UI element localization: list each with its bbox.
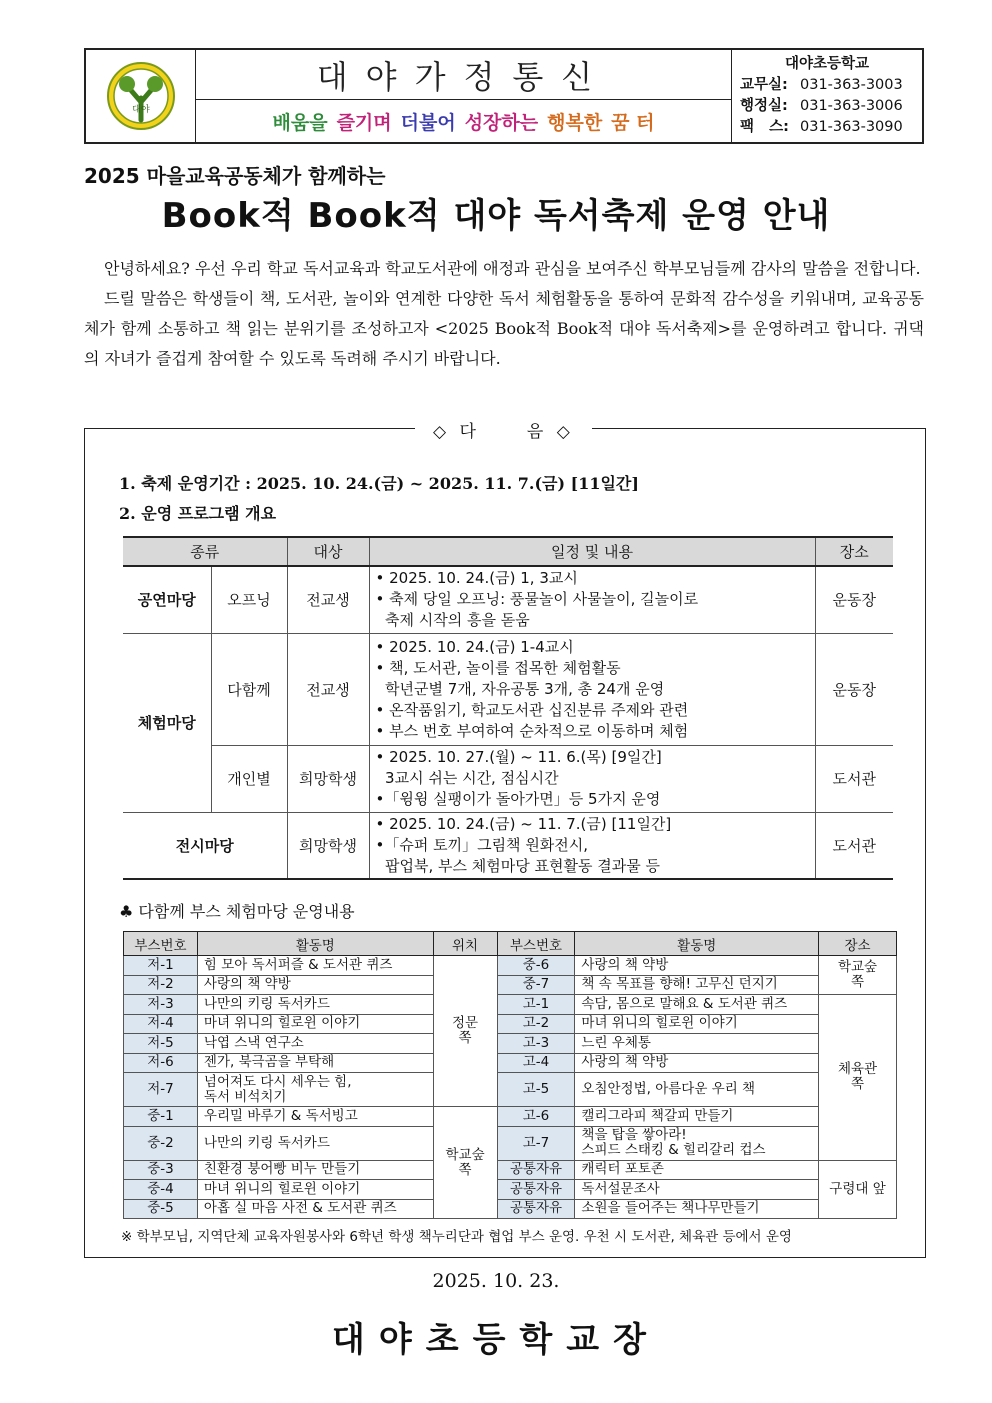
program-target: 희망학생 [287, 745, 369, 812]
intro-text [84, 254, 924, 374]
booth-activity: 캐릭터 포토존 [575, 1160, 819, 1180]
school-name: 대야초등학교 [784, 56, 870, 72]
booth-activity: 젠가, 북극곰을 부탁해 [197, 1053, 433, 1073]
booth-number: 중-4 [124, 1180, 198, 1200]
program-place: 운동장 [815, 633, 893, 745]
booth-location: 학교숲 쪽 [819, 956, 897, 995]
booth-activity: 친환경 붕어빵 비누 만들기 [197, 1160, 433, 1180]
slogan-word: 꿈 터 [611, 111, 655, 134]
booth-col-header: 부스번호 [497, 932, 575, 956]
desc-line: 축제 시작의 흥을 돋움 [375, 611, 530, 630]
booth-activity: 캘리그라피 책갈피 만들기 [575, 1107, 819, 1127]
booth-activity: 마녀 위니의 힐로윈 이야기 [575, 1014, 819, 1034]
booth-activity: 독서설문조사 [575, 1180, 819, 1200]
booth-location: 학교숲 쪽 [433, 1107, 497, 1219]
col-header: 종류 [123, 537, 287, 566]
booth-number: 저-4 [124, 1014, 198, 1034]
contact-value: 031-363-3006 [800, 98, 903, 114]
booth-number: 저-7 [124, 1073, 198, 1107]
school-logo [86, 50, 196, 142]
booth-activity: 느린 우체통 [575, 1034, 819, 1054]
booth-number: 고-6 [497, 1107, 575, 1127]
program-sub: 다함께 [211, 633, 287, 745]
school-logo-icon [105, 60, 177, 132]
booth-number: 고-3 [497, 1034, 575, 1054]
slogan-word: 배움을 [272, 111, 328, 134]
desc-line: •「윙윙 실팽이가 돌아가면」등 5가지 운영 [375, 790, 661, 808]
program-target: 전교생 [287, 566, 369, 633]
details-box [84, 422, 926, 1258]
booth-activity: 오침안정법, 아름다운 우리 책 [575, 1073, 819, 1107]
booth-activity: 낙엽 스낵 연구소 [197, 1034, 433, 1054]
booth-activity: 힘 모아 독서퍼즐 & 도서관 퀴즈 [197, 956, 433, 976]
school-slogan [196, 100, 731, 142]
booth-col-header: 활동명 [197, 932, 433, 956]
program-type: 체험마당 [123, 633, 211, 812]
booth-number: 중-2 [124, 1126, 198, 1160]
booth-activity: 속담, 몸으로 말해요 & 도서관 퀴즈 [575, 995, 819, 1015]
booth-col-header: 장소 [819, 932, 897, 956]
booth-col-header: 위치 [433, 932, 497, 956]
booth-number: 고-5 [497, 1073, 575, 1107]
col-header: 대상 [287, 537, 369, 566]
desc-line: • 축제 당일 오프닝: 풍물놀이 사물놀이, 길놀이로 [375, 590, 699, 609]
desc-line: • 2025. 10. 24.(금) 1-4교시 [375, 637, 574, 656]
booth-number: 고-4 [497, 1053, 575, 1073]
program-place: 도서관 [815, 812, 893, 879]
booth-activity: 책을 탑을 쌓아라! 스피드 스태킹 & 힐리갈리 컵스 [575, 1126, 819, 1160]
booth-number: 공통자유 [497, 1180, 575, 1200]
booth-number: 중-3 [124, 1160, 198, 1180]
booth-activity: 사랑의 책 약방 [575, 1053, 819, 1073]
booth-activity: 나만의 키링 독서카드 [197, 1126, 433, 1160]
desc-line: • 2025. 10. 24.(금) 1, 3교시 [375, 569, 578, 588]
intro-paragraph: 안녕하세요? 우선 우리 학교 독서교육과 학교도서관에 애정과 관심을 보여주신 학부모님들께 감사의 말씀을 전합니다. [104, 259, 921, 278]
slogan-word: 성장하는 [464, 111, 539, 134]
booth-row [124, 1107, 897, 1127]
program-target: 희망학생 [287, 812, 369, 879]
slogan-word: 더불어 [400, 111, 456, 134]
program-desc [369, 812, 815, 879]
desc-line: 3교시 쉬는 시간, 점심시간 [375, 769, 559, 787]
program-overview-heading: 2. 운영 프로그램 개요 [119, 504, 277, 523]
booth-col-header: 부스번호 [124, 932, 198, 956]
program-table [123, 536, 893, 880]
newsletter-header [84, 48, 924, 144]
program-type: 공연마당 [123, 566, 211, 633]
newsletter-title: 대야가정통신 [196, 50, 731, 100]
details-label: ◇ 다 음 ◇ [415, 417, 592, 442]
desc-line: 팝업북, 부스 체험마당 표현활동 결과물 등 [375, 856, 660, 875]
footnote: ※ 학부모님, 지역단체 교육자원봉사와 6학년 학생 책누리단과 협업 부스 운영. 우천 시 도서관, 체육관 등에서 운영 [121, 1229, 792, 1245]
booth-table [123, 931, 897, 1219]
svg-text:대야: 대야 [131, 105, 150, 115]
issue-date: 2025. 10. 23. [432, 1270, 560, 1292]
contact-label: 팩 스: [740, 119, 789, 135]
booth-number: 고-1 [497, 995, 575, 1015]
program-type: 전시마당 [123, 812, 287, 879]
intro-paragraph: 드릴 말씀은 학생들이 책, 도서관, 놀이와 연계한 다양한 독서 체험활동을 통하여 문화적 감수성을 키워내며, 교육공동체가 함께 소통하고 책 읽는 분위기를 조성하고자 <2025 Book적 Book적 대야 독서축제>를 운영하려고 합니다. 귀댁의 자녀가 즐겁게 참여할 수 있도록 독려해 주시기 바랍니다. [84, 289, 924, 368]
principal-signature: 대야초등학교장 [332, 1320, 660, 1360]
booth-row [124, 995, 897, 1015]
desc-line: •「슈퍼 토끼」그림책 원화전시, [375, 835, 589, 854]
booth-row [124, 1014, 897, 1034]
booth-number: 공통자유 [497, 1199, 575, 1219]
booth-number: 중-5 [124, 1199, 198, 1219]
program-desc [369, 633, 815, 745]
booth-row [124, 1180, 897, 1200]
program-desc [369, 566, 815, 633]
booth-activity: 마녀 위니의 힐로윈 이야기 [197, 1180, 433, 1200]
program-place: 운동장 [815, 566, 893, 633]
booth-row [124, 1199, 897, 1219]
program-place: 도서관 [815, 745, 893, 812]
desc-line: 학년군별 7개, 자유공통 3개, 총 24개 운영 [375, 679, 665, 698]
desc-line: • 2025. 10. 27.(월) ~ 11. 6.(목) [9일간] [375, 748, 662, 766]
subtitle: 2025 마을교육공동체가 함께하는 [84, 164, 386, 188]
booth-activity: 우리밀 바루기 & 독서빙고 [197, 1107, 433, 1127]
booth-row [124, 1126, 897, 1160]
desc-line: • 2025. 10. 24.(금) ~ 11. 7.(금) [11일간] [375, 814, 672, 833]
booth-number: 저-1 [124, 956, 198, 976]
program-desc [369, 745, 815, 812]
booth-number: 저-3 [124, 995, 198, 1015]
booth-activity: 책 속 목표를 향해! 고무신 던지기 [575, 975, 819, 995]
booth-activity: 소원을 들어주는 책나무만들기 [575, 1199, 819, 1219]
booth-activity: 사랑의 책 약방 [575, 956, 819, 976]
booth-row [124, 956, 897, 976]
col-header: 일정 및 내용 [369, 537, 815, 566]
booth-row [124, 1073, 897, 1107]
contact-label: 교무실: [740, 77, 788, 93]
booth-activity: 아홉 실 마음 사전 & 도서관 퀴즈 [197, 1199, 433, 1219]
main-title: Book적 Book적 대야 독서축제 운영 안내 [161, 196, 831, 236]
booth-row [124, 1160, 897, 1180]
festival-period: 1. 축제 운영기간 : 2025. 10. 24.(금) ~ 2025. 11. 7.(금) [11일간] [119, 474, 639, 493]
desc-line: • 온작품읽기, 학교도서관 십진분류 주제와 관련 [375, 700, 689, 719]
booth-number: 중-1 [124, 1107, 198, 1127]
booth-number: 중-7 [497, 975, 575, 995]
booth-location: 구령대 앞 [819, 1160, 897, 1219]
booth-activity: 마녀 위니의 힐로윈 이야기 [197, 1014, 433, 1034]
booth-number: 저-6 [124, 1053, 198, 1073]
booth-activity: 넘어져도 다시 세우는 힘, 독서 비석치기 [197, 1073, 433, 1107]
booth-row [124, 1034, 897, 1054]
program-sub: 오프닝 [211, 566, 287, 633]
slogan-word: 즐기며 [336, 111, 392, 134]
booth-number: 저-5 [124, 1034, 198, 1054]
booth-location: 정문 쪽 [433, 956, 497, 1107]
col-header: 장소 [815, 537, 893, 566]
school-contact-info [732, 50, 922, 142]
slogan-word: 행복한 [547, 111, 603, 134]
booth-number: 저-2 [124, 975, 198, 995]
desc-line: • 부스 번호 부여하여 순차적으로 이동하며 체험 [375, 721, 689, 740]
booth-number: 고-7 [497, 1126, 575, 1160]
booth-section-title: ♣ 다함께 부스 체험마당 운영내용 [119, 902, 355, 921]
program-target: 전교생 [287, 633, 369, 745]
contact-value: 031-363-3003 [800, 77, 903, 93]
desc-line: • 책, 도서관, 놀이를 접목한 체험활동 [375, 658, 621, 677]
booth-row [124, 975, 897, 995]
program-sub: 개인별 [211, 745, 287, 812]
booth-col-header: 활동명 [575, 932, 819, 956]
booth-number: 공통자유 [497, 1160, 575, 1180]
booth-row [124, 1053, 897, 1073]
contact-label: 행정실: [740, 98, 788, 114]
booth-location: 체육관 쪽 [819, 995, 897, 1161]
contact-value: 031-363-3090 [800, 119, 903, 135]
booth-number: 고-2 [497, 1014, 575, 1034]
booth-activity: 나만의 키링 독서카드 [197, 995, 433, 1015]
booth-activity: 사랑의 책 약방 [197, 975, 433, 995]
booth-number: 중-6 [497, 956, 575, 976]
